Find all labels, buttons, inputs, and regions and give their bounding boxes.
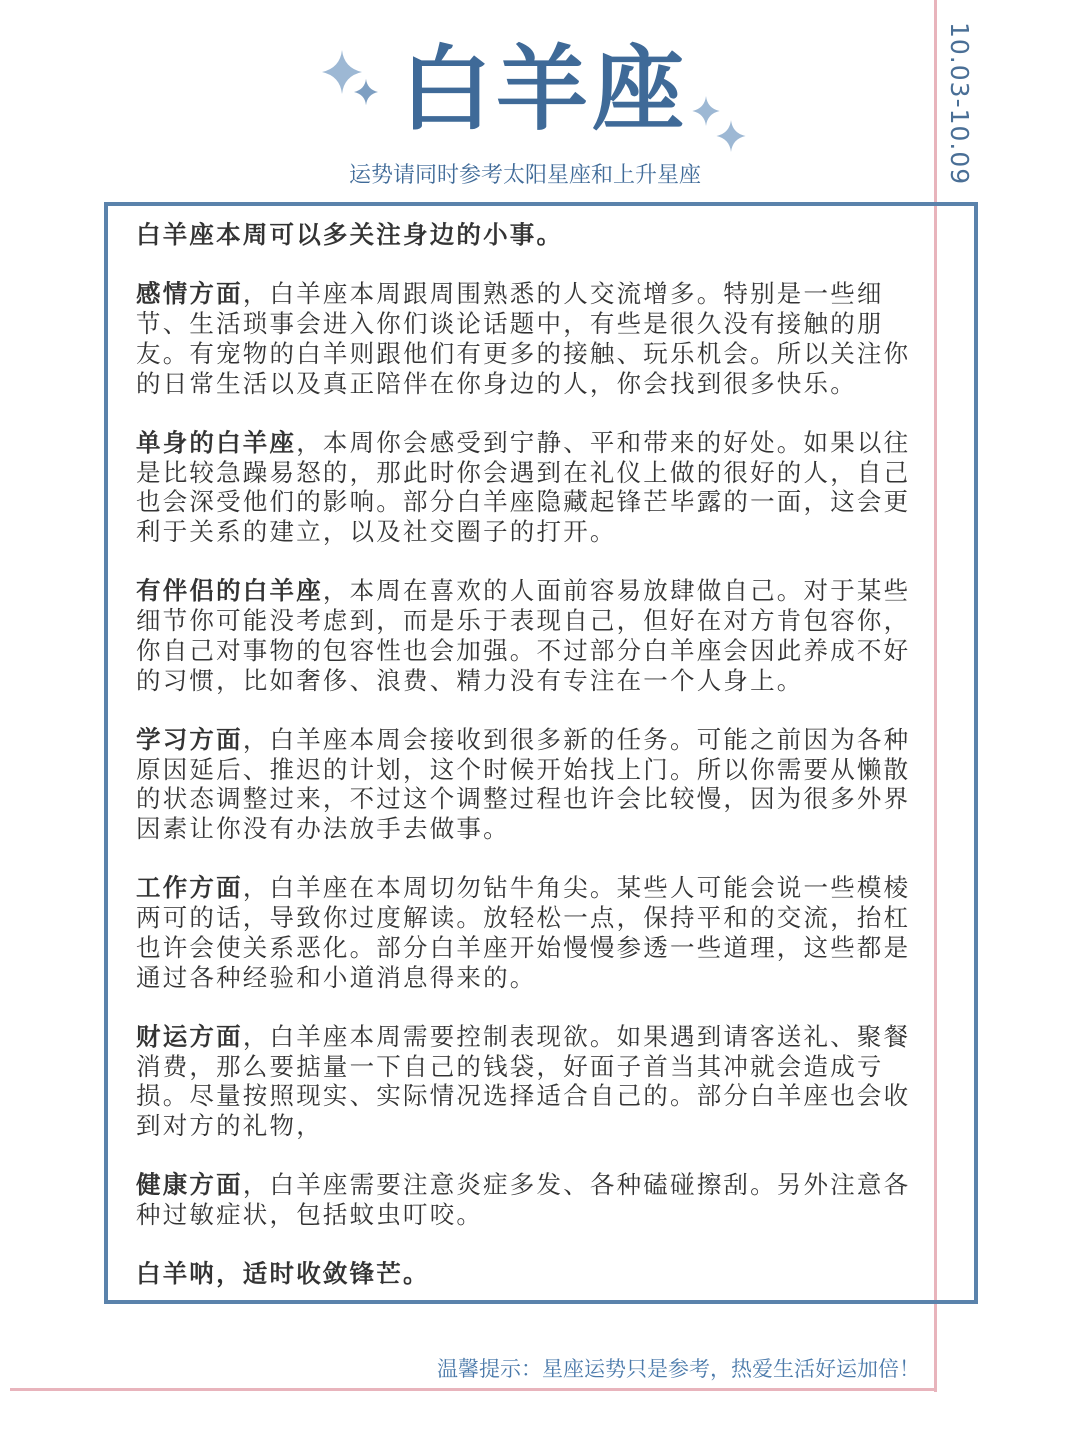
section-text: ，白羊座需要注意炎症多发、各种磕碰擦刮。另外注意各种过敏症状，包括蚊虫叮咬。 xyxy=(136,1170,911,1230)
footer-tip: 温馨提示：星座运势只是参考，热爱生活好运加倍！ xyxy=(437,1357,920,1381)
sparkle-icon-small xyxy=(354,78,378,106)
closing-text: 白羊呐，适时收敛锋芒。 xyxy=(136,1259,430,1289)
section-study xyxy=(136,725,911,844)
section-heading: 财运方面 xyxy=(136,1021,243,1051)
section-partnered xyxy=(136,576,911,695)
section-single xyxy=(136,428,911,547)
section-text: ，白羊座本周会接收到很多新的任务。可能之前因为各种原因延后、推迟的计划，这个时候开始找上门。所以你需要从懒散的状态调整过来，不过这个调整过程也许会比较慢，因为很多外界因素让你没有办法放手去做事。 xyxy=(136,724,911,843)
section-heading: 健康方面 xyxy=(136,1170,243,1200)
section-text: ，白羊座本周跟周围熟悉的人交流增多。特别是一些细节、生活琐事会进入你们谈论话题中，有些是很久没有接触的朋友。有宠物的白羊则跟他们有更多的接触、玩乐机会。所以关注你的日常生活以及真正陪伴在你身边的人，你会找到很多快乐。 xyxy=(136,279,911,398)
section-work xyxy=(136,873,911,992)
section-heading: 工作方面 xyxy=(136,873,243,903)
intro-text: 白羊座本周可以多关注身边的小事。 xyxy=(136,220,564,249)
section-heading: 学习方面 xyxy=(136,724,243,754)
sparkle-icon-small xyxy=(716,120,746,152)
section-wealth xyxy=(136,1022,911,1141)
horoscope-body xyxy=(136,220,911,1289)
pink-horizontal-line xyxy=(10,1388,937,1391)
page-title: 白羊座 xyxy=(400,36,689,143)
section-heading: 感情方面 xyxy=(136,279,243,309)
section-text: ，白羊座在本周切勿钻牛角尖。某些人可能会说一些模棱两可的话，导致你过度解读。放轻松一点，保持平和的交流，抬杠也许会使关系恶化。部分白羊座开始慢慢参透一些道理，这些都是通过各种经验和小道消息得来的。 xyxy=(136,873,911,992)
section-love xyxy=(136,279,911,398)
section-heading: 有伴侣的白羊座 xyxy=(136,576,323,606)
date-range: 10.03-10.09 xyxy=(945,22,974,186)
section-text: ，本周在喜欢的人面前容易放肆做自己。对于某些细节你可能没考虑到，而是乐于表现自己，但好在对方肯包容你，你自己对事物的包容性也会加强。不过部分白羊座会因此养成不好的习惯，比如奢侈、浪费、精力没有专注在一个人身上。 xyxy=(136,576,911,695)
section-health xyxy=(136,1170,911,1229)
section-heading: 单身的白羊座 xyxy=(136,427,297,457)
section-text: ，白羊座本周需要控制表现欲。如果遇到请客送礼、聚餐消费，那么要掂量一下自己的钱袋，好面子首当其冲就会造成亏损。尽量按照现实、实际情况选择适合自己的。部分白羊座也会收到对方的礼物， xyxy=(136,1021,911,1140)
section-text: ，本周你会感受到宁静、平和带来的好处。如果以往是比较急躁易怒的，那此时你会遇到在礼仪上做的很好的人，自己也会深受他们的影响。部分白羊座隐藏起锋芒毕露的一面，这会更利于关系的建立，以及社交圈子的打开。 xyxy=(136,427,911,546)
subtitle: 运势请同时参考太阳星座和上升星座 xyxy=(348,163,701,188)
